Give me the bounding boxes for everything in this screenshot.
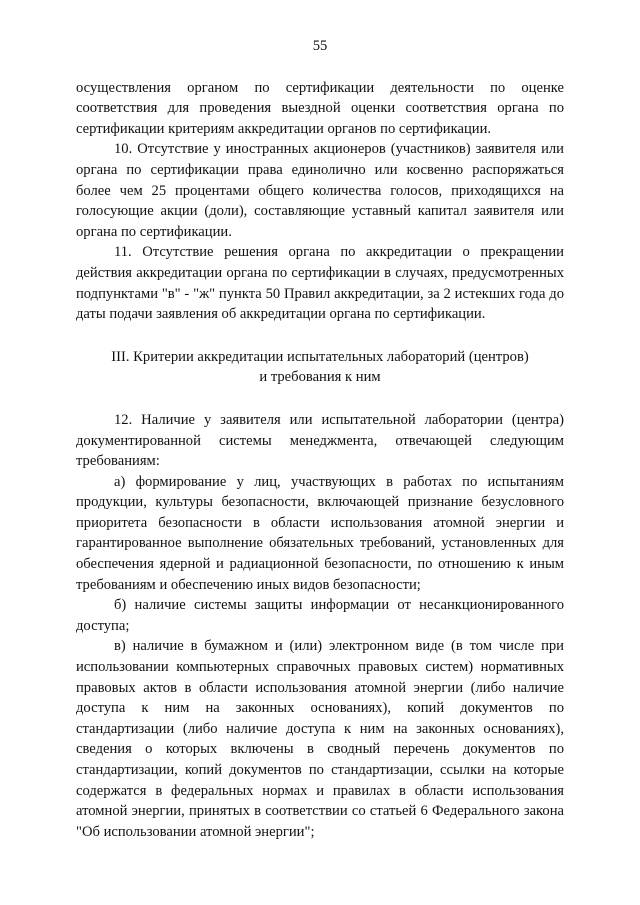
paragraph-subitem-v: в) наличие в бумажном и (или) электронном виде (в том числе при использовании компьютерных справочных правовых систем) нормативных правовых актов в области использования атомной энергии (либо наличие доступа к ним на законных основаниях), копий документов по стандартизации (либо наличие доступа к ним на законных основаниях), сведения о которых включены в сводный перечень документов по стандартизации, копий документов по стандартизации, ссылки на которые содержатся в федеральных нормах и правилах в области использования атомной энергии, принятых в соответствии со статьей 6 Федерального закона "Об использовании атомной энергии"; xyxy=(76,638,564,840)
paragraphs-after-heading xyxy=(76,410,564,842)
section-heading-line-2: и требования к ним xyxy=(259,369,381,386)
paragraph-item-11: 11. Отсутствие решения органа по аккредитации о прекращении действия аккредитации органа по сертификации в случаях, предусмотренных подпунктами "в" - "ж" пункта 50 Правил аккредитации, за 2 истекших года до даты подачи заявления об аккредитации органа по сертификации. xyxy=(76,244,564,323)
paragraph-item-12: 12. Наличие у заявителя или испытательной лаборатории (центра) документированной системы менеджмента, отвечающей следующим требованиям: xyxy=(76,411,564,470)
section-heading xyxy=(76,347,564,388)
page-number: 55 xyxy=(312,38,328,54)
paragraph-subitem-b: б) наличие системы защиты информации от несанкционированного доступа; xyxy=(76,597,564,634)
paragraphs-before-heading xyxy=(76,78,564,325)
paragraph-continuation: осуществления органом по сертификации деятельности по оценке соответствия для проведения выездной оценки соответствия органа по сертификации критериям аккредитации органов по сертификации. xyxy=(76,79,564,137)
section-heading-line-1: III. Критерии аккредитации испытательных лабораторий (центров) xyxy=(111,348,529,365)
paragraph-item-10: 10. Отсутствие у иностранных акционеров (участников) заявителя или органа по сертификации права единолично или косвенно распоряжаться более чем 25 процентами общего количества голосов, приходящихся на голосующие акции (доли), составляющие уставный капитал заявителя или органа по сертификации. xyxy=(76,141,564,240)
document-page xyxy=(76,36,564,842)
paragraph-subitem-a: а) формирование у лиц, участвующих в работах по испытаниям продукции, культуры безопасности, включающей признание безусловного приоритета безопасности в области использования атомной энергии и гарантированное выполнение обязательных требований, установленных для обеспечения ядерной и радиационной безопасности, по отношению к иным требованиям и обеспечению иных видов безопасности; xyxy=(76,473,564,593)
